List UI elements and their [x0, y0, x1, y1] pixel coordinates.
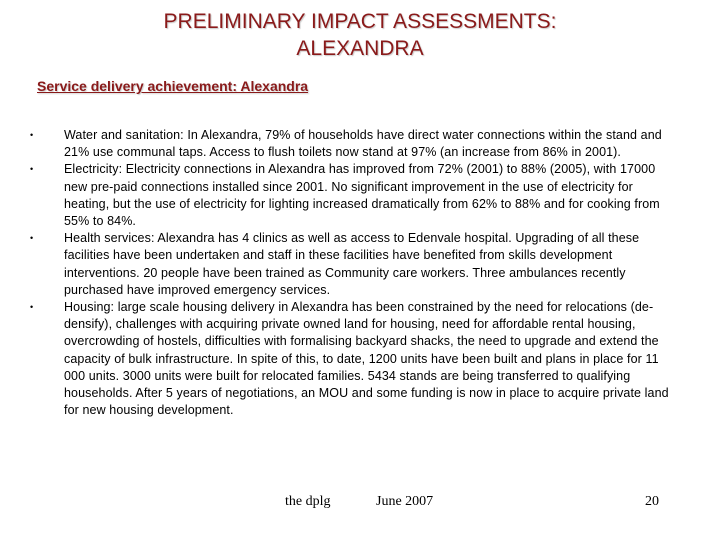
slide-title-line-2: ALEXANDRA — [296, 37, 424, 60]
slide-title — [0, 8, 720, 62]
bullet-icon: • — [30, 130, 34, 140]
footer-date: June 2007 — [376, 494, 434, 509]
bullet-icon: • — [30, 302, 34, 313]
bullet-text: Housing: large scale housing delivery in Alexandra has been constrained by the need for relocations (de-densify), challenges with acquiring private owned land for housing, need for affordable rental housing, overcrowding of hostels, difficulties with formalising backyard shacks, the need to upgrade and extend the capacity of bulk infrastructure. In spite of this, to date, 1200 units have been built and plans in place for 11 000 units. 3000 units were built for relocated families. 5434 stands are being transferred to qualifying households. After 5 years of negotiations, an MOU and some funding is now in place to acquire private land for new housing development. — [64, 300, 669, 418]
slide-subtitle: Service delivery achievement: Alexandra — [37, 78, 309, 94]
page-number: 20 — [645, 494, 659, 509]
slide-title-line-1: PRELIMINARY IMPACT ASSESSMENTS: — [163, 10, 557, 33]
bullet-item-electricity — [30, 161, 680, 230]
bullet-item-housing — [30, 299, 680, 419]
footer-org: the dplg — [285, 494, 331, 509]
bullet-item-health-services — [30, 230, 680, 299]
bullet-icon: • — [30, 233, 34, 244]
bullet-item-water-sanitation — [30, 127, 680, 161]
bullet-text: Water and sanitation: In Alexandra, 79% of households have direct water connections within the stand and 21% use communal taps. Access to flush toilets now stand at 97% (an increase from 86% in 2001). — [64, 128, 662, 160]
bullet-text: Health services: Alexandra has 4 clinics as well as access to Edenvale hospital. Upgrading of all these facilities have been undertaken and staff in these facilities have benefited from skills development interventions. 20 people have been trained as Community care workers. Three ambulances recently purchased have improved emergency services. — [64, 231, 640, 297]
bullet-text: Electricity: Electricity connections in Alexandra has improved from 72% (2001) to 88% (2005), with 17000 new pre-paid connections installed since 2001. No significant improvement in the use of electricity for heating, but the use of electricity for lighting increased dramatically from 62% to 88% and for cooking from 55% to 84%. — [64, 162, 660, 229]
bullet-icon: • — [30, 164, 34, 175]
bullet-list — [30, 127, 680, 419]
